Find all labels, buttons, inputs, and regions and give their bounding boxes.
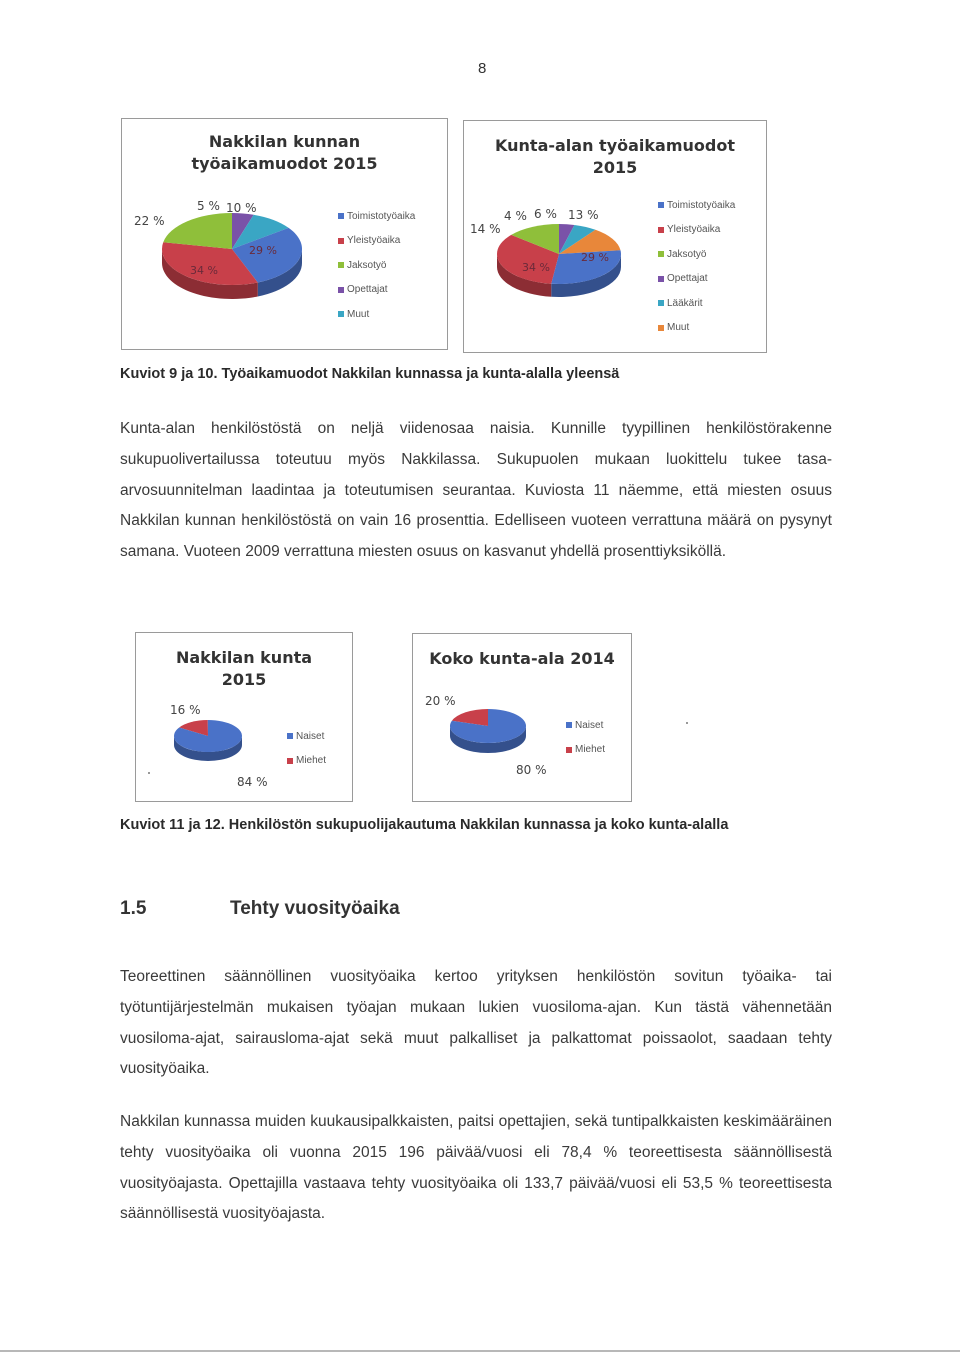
legend-item (658, 218, 735, 243)
pie-label-34: 34 % (190, 264, 218, 277)
stray-dot (148, 772, 150, 774)
legend-item (658, 316, 735, 341)
legend-swatch (338, 311, 344, 317)
legend-label: Yleistyöaika (347, 235, 401, 247)
legend-swatch (658, 300, 664, 306)
pie-label-6: 6 % (534, 207, 557, 221)
legend-swatch (338, 213, 344, 219)
legend-swatch (658, 325, 664, 331)
pie-label-16: 16 % (170, 703, 201, 717)
chart-legend (566, 713, 605, 762)
pie-label-14: 14 % (470, 222, 501, 236)
legend-item (658, 193, 735, 218)
page-number: 8 (478, 60, 487, 77)
figure-caption: Kuviot 9 ja 10. Työaikamuodot Nakkilan kunnassa ja kunta-alalla yleensä (120, 366, 620, 382)
legend-label: Miehet (575, 744, 606, 756)
legend-label: Opettajat (667, 273, 708, 285)
legend-item (658, 242, 735, 267)
legend-item (566, 738, 605, 763)
chart-title-line: 2015 (221, 670, 267, 689)
chart-title-line: 2015 (592, 158, 638, 177)
chart-legend (658, 193, 735, 340)
legend-label: Miehet (296, 755, 327, 767)
pie-label-22: 22 % (134, 214, 165, 228)
pie-label-13: 13 % (568, 208, 599, 222)
legend-item (338, 278, 415, 303)
paragraph: Nakkilan kunnassa muiden kuukausipalkkaisten, paitsi opettajien, sekä tuntipalkkaisten keskimääräinen tehty vuosityöaika oli vuonna 2015 196 päivää/vuosi eli 78,4 % teoreettisesta säännöllisestä vuosityöajasta. Opettajilla vastaava tehty vuosityöaika oli 133,7 päivää/vuosi eli 53,5 % teoreettisesta säännöllisestä vuosityöajasta. (120, 1113, 832, 1223)
pie-label-80: 80 % (516, 763, 547, 777)
legend-item (287, 724, 326, 749)
legend-item (338, 302, 415, 327)
legend-label: Opettajat (347, 284, 388, 296)
figure-caption: Kuviot 11 ja 12. Henkilöstön sukupuolijakautuma Nakkilan kunnassa ja koko kunta-alalla (120, 817, 729, 833)
pie-label-34: 34 % (522, 261, 550, 274)
pie-label-4: 4 % (504, 209, 527, 223)
legend-swatch (338, 287, 344, 293)
chart-work-time-nakkila (121, 118, 448, 350)
chart-title-line: Nakkilan kunta (175, 648, 313, 667)
legend-swatch (287, 733, 293, 739)
legend-label: Lääkärit (667, 297, 703, 309)
legend-item (287, 749, 326, 774)
pie-label-20: 20 % (425, 694, 456, 708)
paragraph: Teoreettinen säännöllinen vuosityöaika kertoo yrityksen henkilöstön sovitun työaika- tai työtuntijärjestelmän mukaisen työajan mukaan lukien vuosiloma-ajan. Kun tästä vähennetään vuosiloma-ajat, sairausloma-ajat sekä muut palkalliset ja palkattomat poissaolot, saadaan tehty vuosityöaika. (120, 968, 832, 1078)
chart-gender-sector (412, 633, 632, 802)
legend-swatch (658, 227, 664, 233)
legend-label: Muut (347, 308, 370, 320)
page-bottom-edge (0, 1350, 960, 1352)
legend-item (338, 229, 415, 254)
legend-swatch (566, 747, 572, 753)
legend-swatch (287, 758, 293, 764)
chart-title-line: Koko kunta-ala 2014 (429, 649, 615, 668)
section-title: Tehty vuosityöaika (230, 898, 400, 919)
legend-swatch (338, 262, 344, 268)
legend-swatch (658, 251, 664, 257)
legend-item (658, 291, 735, 316)
pie-label-10: 10 % (226, 201, 257, 215)
pie-label-84: 84 % (237, 775, 268, 789)
legend-item (338, 204, 415, 229)
legend-label: Jaksotyö (347, 259, 387, 271)
legend-item (338, 253, 415, 278)
legend-label: Toimistotyöaika (347, 210, 416, 222)
chart-gender-nakkila (135, 632, 353, 802)
chart-legend (287, 724, 326, 773)
legend-swatch (658, 276, 664, 282)
legend-swatch (566, 722, 572, 728)
legend-label: Yleistyöaika (667, 224, 721, 236)
pie-label-29: 29 % (249, 244, 277, 257)
chart-title-line: Kunta-alan työaikamuodot (495, 136, 735, 155)
pie-label-29: 29 % (581, 251, 609, 264)
legend-item (658, 267, 735, 292)
legend-label: Naiset (575, 719, 604, 731)
legend-label: Jaksotyö (667, 248, 707, 260)
legend-swatch (658, 202, 664, 208)
chart-legend (338, 204, 415, 327)
pie-label-5: 5 % (197, 199, 220, 213)
paragraph: Kunta-alan henkilöstöstä on neljä viidenosaa naisia. Kunnille tyypillinen henkilöstörakenne sukupuolivertailussa toteutuu myös Nakkilassa. Sukupuolen mukaan luokittelu tukee tasa-arvosuunnitelman laadintaa ja toteutumisen seurantaa. Kuviosta 11 näemme, että miesten osuus Nakkilan kunnan henkilöstöstä on vain 16 prosenttia. Edelliseen vuoteen verrattuna määrä on pysynyt samana. Vuoteen 2009 verrattuna miesten osuus on kasvanut yhdellä prosenttiyksiköllä. (120, 420, 832, 561)
section-heading (120, 898, 400, 920)
stray-dot (686, 722, 688, 724)
legend-label: Muut (667, 322, 690, 334)
chart-work-time-sector (463, 120, 767, 353)
chart-title-line: Nakkilan kunnan (208, 132, 361, 151)
legend-label: Toimistotyöaika (667, 199, 736, 211)
legend-swatch (338, 238, 344, 244)
chart-title-line: työaikamuodot 2015 (191, 154, 378, 173)
legend-label: Naiset (296, 730, 325, 742)
section-number: 1.5 (120, 898, 147, 919)
legend-item (566, 713, 605, 738)
